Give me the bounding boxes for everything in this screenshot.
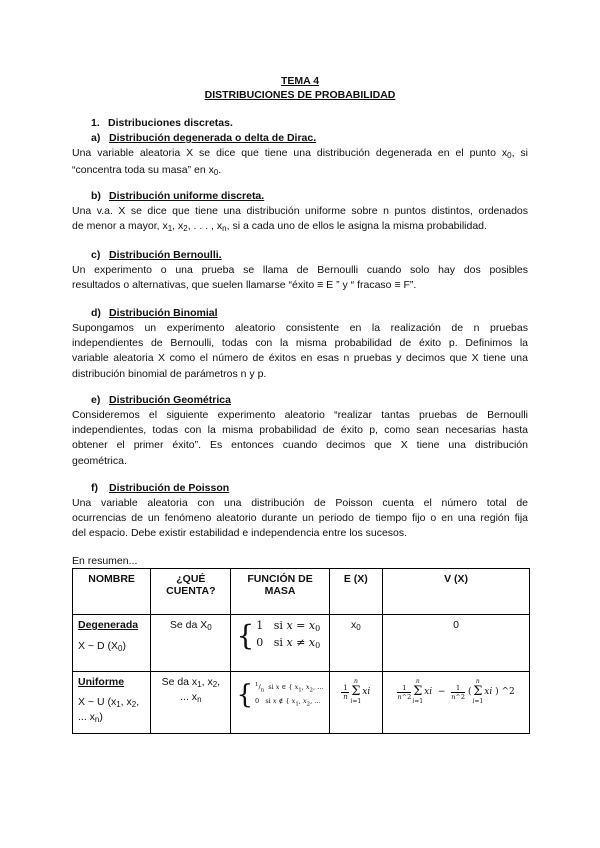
subsection-name: Distribución Binomial [109, 307, 218, 319]
subsection-c-heading [91, 249, 222, 261]
row-name: Uniforme [78, 676, 125, 688]
cell-vx [383, 672, 530, 734]
subsection-name: Distribución de Poisson [109, 482, 230, 494]
text-line: del espacio. Debe existir estabilidad e independencia entre los sucesos. [72, 527, 408, 540]
subsection-name: Distribución degenerada o delta de Dirac. [109, 132, 317, 144]
subsection-e-heading [91, 394, 231, 406]
cell-mass-function [231, 672, 329, 734]
text-line: resultados o alternativas, que suelen llamarse “éxito ≡ E ” y “ fracaso ≡ F”. [72, 279, 417, 292]
ex-formula: 1 n n Σ i=1 xi [343, 678, 371, 705]
summary-label: En resumen... [72, 555, 138, 567]
row-notation: X ~ U ($x_1$, $x_2$, ... $x_n$) [78, 696, 140, 724]
text-line: “concentra toda su masa” en $x_0$. [72, 164, 222, 178]
subsection-e-text [72, 408, 528, 469]
subsection-name: Distribución Bernoulli. [109, 249, 222, 261]
subsection-name: Distribución uniforme discreta. [109, 190, 265, 202]
cell-nombre [73, 672, 151, 734]
subsection-letter: c) [91, 249, 101, 261]
subsection-b-heading [91, 190, 264, 202]
text-line: variable aleatoria X como el número de éxitos en esas n pruebas y decimos que X tiene una [72, 352, 528, 365]
table-header-row [73, 569, 530, 615]
text-line: Consideremos el siguiente experimento aleatorio “realizar tantas pruebas de Bernoulli [72, 409, 528, 421]
header-que-cuenta: ¿QUÉ CUENTA? [151, 569, 231, 615]
header-vx: V (X) [383, 569, 530, 615]
table-row [73, 615, 530, 672]
text-line: Una v.a. X se dice que tiene una distribución uniforme sobre n puntos distintos, ordenados [72, 205, 528, 217]
subsection-d-text [72, 321, 528, 382]
topic-number: TEMA 4 [280, 75, 320, 87]
table-row [73, 672, 530, 734]
cell-cuenta: Se da $X_0$ [151, 615, 231, 672]
header-funcion-masa: FUNCIÓN DE MASA [231, 569, 329, 615]
subsection-letter: b) [91, 190, 101, 202]
text-line: distribución binomial de parámetros n y p. [72, 367, 267, 380]
text-line: Supongamos un experimento aleatorio consistente en la realización de n pruebas [72, 322, 528, 334]
text-line: Un experimento o una prueba se llama de Bernoulli cuando solo hay dos posibles [72, 264, 528, 276]
cell-mass-function [231, 615, 329, 672]
subsection-letter: f) [91, 482, 98, 494]
subsection-letter: e) [91, 394, 101, 406]
header-nombre: NOMBRE [73, 569, 151, 615]
text-line: de menor a mayor, $x_1$, $x_2$, . . . , $x_n$, si a cada uno de ellos le asigna la misma probabilidad. [72, 220, 487, 234]
cell-nombre [73, 615, 151, 672]
text-line: ocurrencias de un fenómeno aleatorio durante un periodo de tiempo fijo o en una región fija [72, 512, 528, 525]
brace-icon: { [236, 619, 255, 652]
section-label: Distribuciones discretas. [108, 117, 233, 129]
subsection-a-text [72, 146, 528, 180]
cell-ex [329, 672, 382, 734]
subsection-letter: d) [91, 307, 101, 319]
subsection-name: Distribución Geométrica [109, 394, 231, 406]
vx-formula: 1 n^2 n Σ i=1 xi − 1 n^2 ( n Σ i=1 xi ) ^2 [397, 678, 515, 705]
summary-table [72, 568, 530, 734]
section-number: 1. [91, 117, 100, 129]
text-line: independientes de Bernoulli, todas con la misma probabilidad de éxito p. Definimos la [72, 337, 528, 350]
subsection-letter: a) [91, 132, 101, 144]
text-line: independientes, todas con la misma probabilidad de éxito p, como sean necesarias hasta [72, 424, 528, 437]
subsection-d-heading [91, 307, 218, 319]
mass-function-formula: { 1 si $x = x_0$ 0 si $x \ne x_0$ [236, 619, 321, 652]
subsection-f-heading [91, 482, 229, 494]
header-ex: E (X) [329, 569, 382, 615]
mass-function-formula: { $^1/_n$ si x ∈ { $x_1$, $x_2$, … 0 si x ∉ { $x_1$, $x_2$, … [236, 680, 324, 711]
text-line: Una variable aleatoria X se dice que tiene una distribución degenerada en el punto $x_0$, si [72, 147, 528, 160]
subsection-c-text [72, 263, 528, 293]
subsection-f-text [72, 496, 528, 542]
text-line: Una variable aleatoria con una distribución de Poisson cuenta el número total de [72, 497, 528, 509]
cell-ex: $x_0$ [329, 615, 382, 672]
brace-icon: { [236, 680, 254, 711]
page-title: DISTRIBUCIONES DE PROBABILIDAD [204, 89, 396, 101]
subsection-a-heading [91, 132, 316, 144]
text-line: obtener el primer éxito”. Es entonces cuando decimos que X tiene una distribución [72, 439, 528, 452]
row-notation: X ~ D $(X_0)$ [78, 640, 126, 653]
cell-vx: 0 [383, 615, 530, 672]
row-name: Degenerada [78, 619, 139, 631]
section-heading-discrete [91, 117, 233, 129]
subsection-b-text [72, 204, 528, 236]
cell-cuenta: Se da $x_1$, $x_2$, ... $x_n$ [151, 672, 231, 734]
text-line: geométrica. [72, 454, 127, 467]
